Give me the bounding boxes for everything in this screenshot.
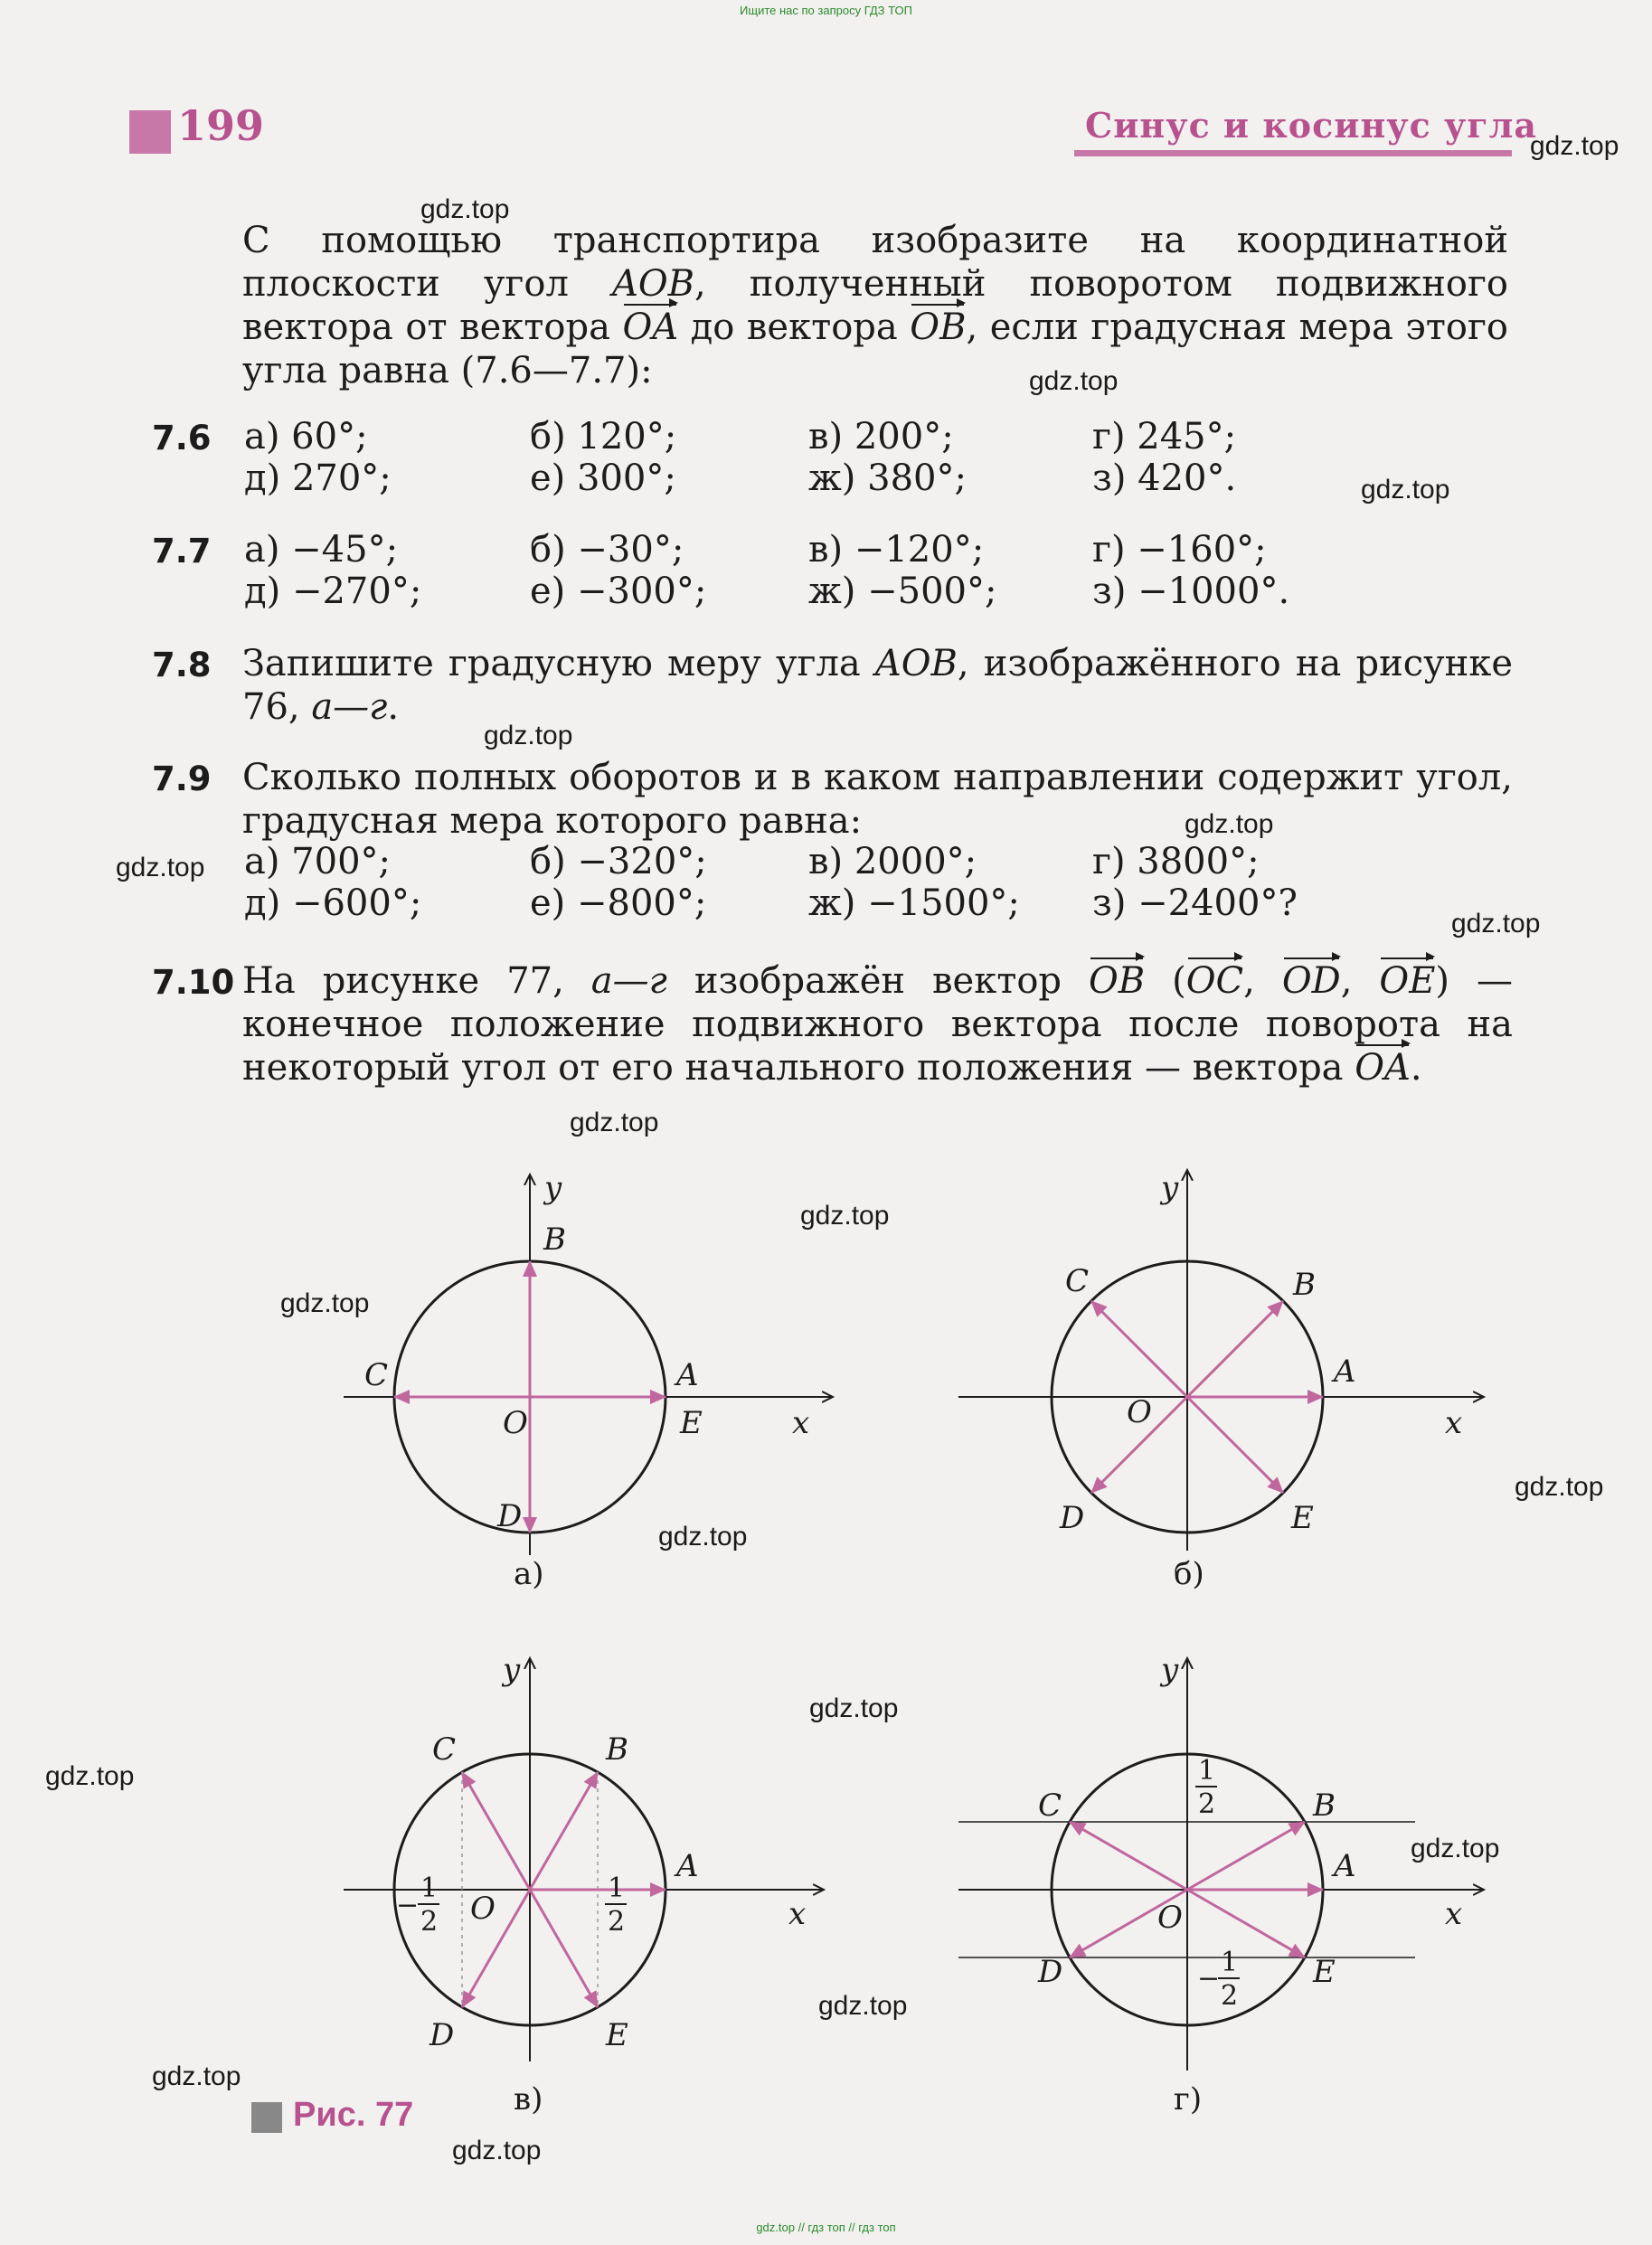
option: г) 245°; xyxy=(1092,416,1237,457)
exercise-7-10-text: На рисунке 77, а—г изображён вектор OB (OC, OD, OE) — конечное положение подвижного вектора после поворота на некоторый угол от его начального положения — вектора OA. xyxy=(242,960,1513,1089)
option: з) −1000°. xyxy=(1092,571,1290,612)
fraction-half xyxy=(1195,1755,1217,1820)
vector-oe xyxy=(1187,1890,1305,1957)
option: е) −800°; xyxy=(530,882,707,924)
option: а) 60°; xyxy=(244,416,368,457)
label-a: A xyxy=(1334,1848,1356,1884)
option: б) 120°; xyxy=(530,416,677,457)
caption-a: а) xyxy=(514,1556,544,1592)
top-site-note: Ищите нас по запросу ГДЗ ТОП xyxy=(740,4,912,17)
svg-text:1: 1 xyxy=(1198,1755,1216,1787)
watermark: gdz.top xyxy=(1530,131,1619,161)
option: г) −160°; xyxy=(1092,529,1267,571)
watermark: gdz.top xyxy=(116,853,205,882)
option: д) −600°; xyxy=(244,882,422,924)
label-x: x xyxy=(792,1405,810,1441)
label-y: y xyxy=(1161,1170,1179,1206)
svg-text:2: 2 xyxy=(1221,1980,1239,2012)
option: ж) −500°; xyxy=(808,571,997,612)
watermark: gdz.top xyxy=(658,1522,748,1552)
svg-text:2: 2 xyxy=(1198,1788,1216,1820)
option: а) 700°; xyxy=(244,841,391,882)
figure-caption: Рис. 77 xyxy=(293,2096,414,2134)
vector-oe xyxy=(530,1890,598,2007)
fraction-minus-half xyxy=(396,1872,439,1938)
figure-c xyxy=(344,1652,823,2061)
exercise-number: 7.9 xyxy=(152,759,212,798)
svg-text:2: 2 xyxy=(420,1906,439,1938)
label-e: E xyxy=(1313,1954,1336,1990)
svg-text:1: 1 xyxy=(420,1872,439,1904)
label-b: B xyxy=(606,1731,628,1768)
exercise-7-9-text: Сколько полных оборотов и в каком направлении содержит угол, градусная мера которого равна: xyxy=(242,757,1513,842)
label-d: D xyxy=(430,2017,455,2053)
figure-d xyxy=(958,1652,1483,2070)
watermark: gdz.top xyxy=(1451,909,1541,939)
label-x: x xyxy=(1445,1405,1463,1441)
section-header: Синус и косинус угла xyxy=(1085,105,1537,146)
option: в) 200°; xyxy=(808,416,954,457)
label-d: D xyxy=(1038,1954,1063,1990)
svg-text:−: − xyxy=(1197,1963,1221,1995)
vector-ob xyxy=(1187,1301,1283,1397)
label-b: B xyxy=(1313,1788,1336,1824)
option: ж) 380°; xyxy=(808,457,967,499)
watermark: gdz.top xyxy=(1515,1472,1604,1502)
label-x: x xyxy=(1445,1896,1463,1932)
label-c: C xyxy=(1038,1788,1062,1824)
option: в) 2000°; xyxy=(808,841,977,882)
caption-c: в) xyxy=(514,2081,543,2118)
vector-ob xyxy=(1187,1822,1305,1890)
label-b: B xyxy=(1293,1267,1316,1303)
exercise-number: 7.10 xyxy=(152,963,235,1002)
option: г) 3800°; xyxy=(1092,841,1260,882)
label-d: D xyxy=(1060,1500,1085,1536)
label-y: y xyxy=(1161,1652,1179,1688)
label-c: C xyxy=(364,1357,389,1393)
page-number: 199 xyxy=(177,101,265,150)
exercise-number: 7.6 xyxy=(152,419,212,457)
caption-d: г) xyxy=(1174,2081,1203,2118)
label-e: E xyxy=(1291,1500,1314,1536)
label-a: A xyxy=(1334,1354,1356,1390)
option: ж) −1500°; xyxy=(808,882,1020,924)
bottom-site-note: gdz.top // гдз топ // гдз топ xyxy=(756,2221,896,2234)
exercise-7-8-text: Запишите градусную меру угла AOB, изображённого на рисунке 76, а—г. xyxy=(242,643,1513,728)
caption-b: б) xyxy=(1174,1556,1204,1592)
option: в) −120°; xyxy=(808,529,985,571)
fraction-minus-half xyxy=(1197,1947,1240,2012)
option: д) −270°; xyxy=(244,571,422,612)
watermark: gdz.top xyxy=(800,1201,890,1231)
watermark: gdz.top xyxy=(45,1761,135,1791)
watermark: gdz.top xyxy=(420,194,510,224)
vector-ob xyxy=(530,1772,598,1890)
option: б) −30°; xyxy=(530,529,684,571)
svg-text:1: 1 xyxy=(1221,1947,1239,1978)
vector-oc xyxy=(462,1772,530,1890)
vector-oc xyxy=(1091,1301,1187,1397)
watermark: gdz.top xyxy=(818,1991,908,2021)
exercise-number: 7.7 xyxy=(152,532,212,571)
option: б) −320°; xyxy=(530,841,707,882)
svg-text:1: 1 xyxy=(608,1872,626,1904)
label-o: O xyxy=(470,1891,496,1927)
option: а) −45°; xyxy=(244,529,399,571)
svg-text:2: 2 xyxy=(608,1906,626,1938)
watermark: gdz.top xyxy=(1411,1834,1500,1863)
option: е) −300°; xyxy=(530,571,707,612)
svg-text:−: − xyxy=(396,1890,420,1921)
watermark: gdz.top xyxy=(452,2136,542,2165)
watermark: gdz.top xyxy=(809,1693,899,1723)
label-a: A xyxy=(676,1357,699,1393)
vector-oe xyxy=(1187,1397,1283,1493)
fraction-half xyxy=(605,1872,627,1938)
label-y: y xyxy=(503,1652,521,1688)
label-d: D xyxy=(497,1498,523,1534)
label-a: A xyxy=(676,1848,699,1884)
option: е) 300°; xyxy=(530,457,676,499)
label-e: E xyxy=(606,2017,628,2053)
option: з) 420°. xyxy=(1092,457,1237,499)
label-x: x xyxy=(788,1896,807,1932)
watermark: gdz.top xyxy=(152,2061,241,2091)
option: з) −2400°? xyxy=(1092,882,1298,924)
figure-caption-marker xyxy=(251,2102,282,2133)
figure-b xyxy=(958,1170,1483,1551)
watermark: gdz.top xyxy=(1029,366,1119,396)
exercise-number: 7.8 xyxy=(152,646,212,684)
watermark: gdz.top xyxy=(1185,809,1274,839)
label-y: y xyxy=(544,1170,562,1206)
label-e: E xyxy=(680,1405,703,1441)
intro-paragraph: С помощью транспортира изобразите на координатной плоскости угол AOB, полученный поворотом подвижного вектора от вектора OA до вектора OB, если градусная мера этого угла равна (7.6—7.7): xyxy=(242,220,1509,391)
label-o: O xyxy=(1127,1394,1152,1430)
label-c: C xyxy=(432,1731,457,1768)
watermark: gdz.top xyxy=(484,721,573,750)
watermark: gdz.top xyxy=(1361,475,1450,505)
option: д) 270°; xyxy=(244,457,392,499)
watermark: gdz.top xyxy=(570,1108,659,1137)
watermark: gdz.top xyxy=(280,1288,370,1318)
vector-oc xyxy=(1070,1822,1187,1890)
label-o: O xyxy=(1157,1900,1183,1936)
label-c: C xyxy=(1065,1263,1090,1299)
label-o: O xyxy=(503,1405,528,1441)
figure-a xyxy=(344,1170,832,1555)
label-b: B xyxy=(543,1222,566,1258)
